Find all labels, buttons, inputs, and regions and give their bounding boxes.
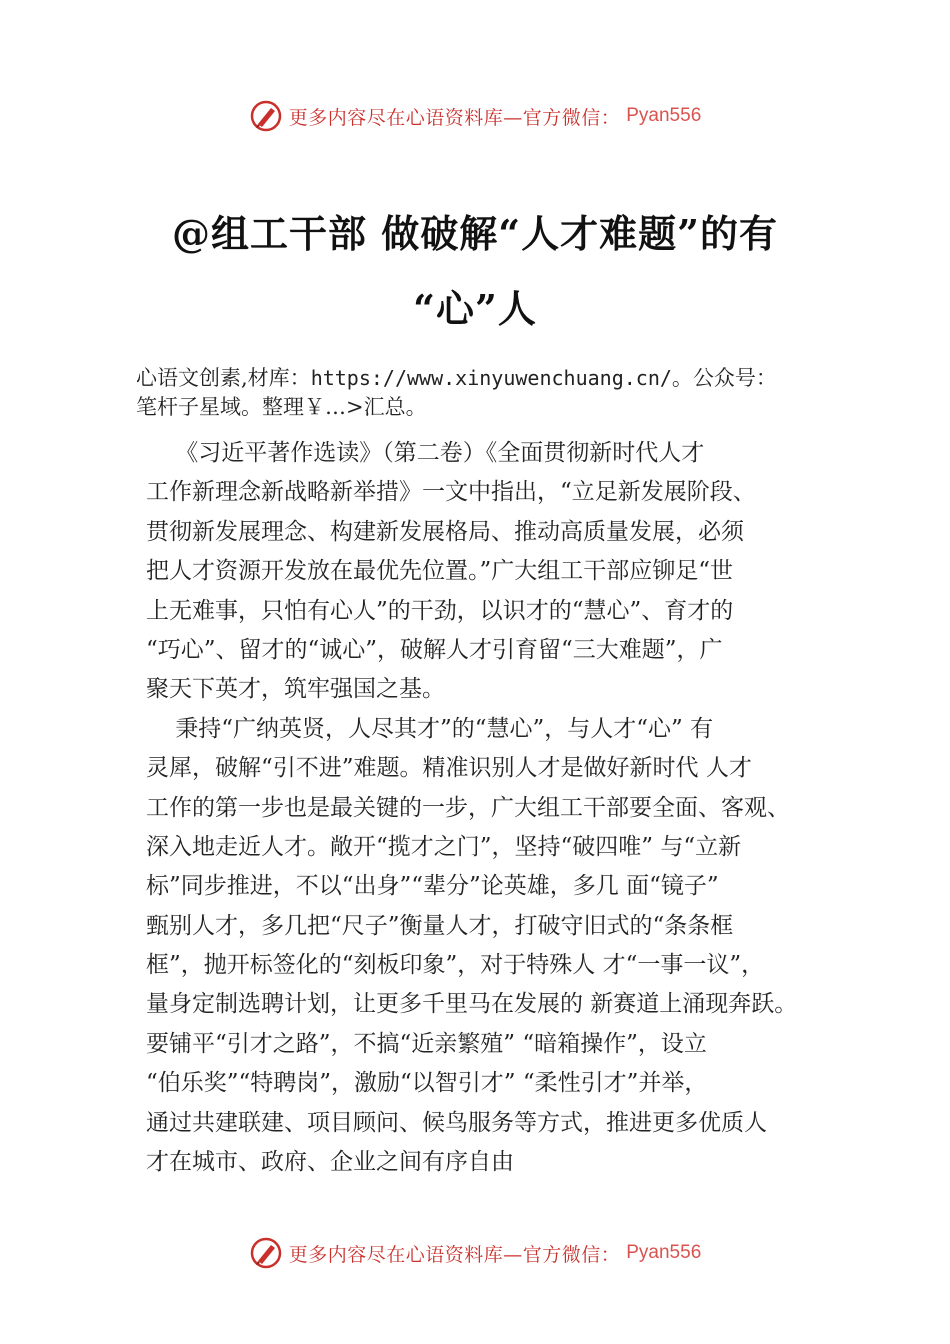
article-title-line-1: @组工干部 做破解“人才难题”的有 [172, 211, 778, 256]
body-line: 灵犀，破解“引不进”难题。精准识别人才是做好新时代 人才 [146, 755, 752, 782]
source-note [136, 364, 856, 422]
watermark-text: 更多内容尽在心语资料库—官方微信： [288, 106, 621, 129]
body-line: 要铺平“引才之路”，不搞“近亲繁殖” “暗箱操作”，设立 [146, 1030, 707, 1057]
watermark-wechat-id: Pyan556 [626, 105, 702, 126]
article-title-line-2: “心”人 [413, 286, 537, 331]
body-line: 秉持“广纳英贤，人尽其才”的“慧心”，与人才“心” 有 [146, 715, 714, 742]
body-line: 标”同步推进，不以“出身”“辈分”论英雄，多几 面“镜子” [146, 873, 719, 900]
pen-logo-icon [249, 99, 283, 133]
source-url[interactable]: https://www.xinyuwenchuang.cn/ [310, 366, 672, 390]
watermark-banner-bottom [0, 1233, 950, 1273]
watermark-text: 更多内容尽在心语资料库—官方微信： [288, 1243, 621, 1266]
body-line: 通过共建联建、项目顾问、候鸟服务等方式，推进更多优质人 [146, 1109, 767, 1136]
source-prefix: 心语文创素,材库： [136, 366, 311, 390]
watermark-wechat-id: Pyan556 [626, 1242, 702, 1263]
body-line: 才在城市、政府、企业之间有序自由 [146, 1149, 514, 1176]
body-line: 工作的第一步也是最关键的一步，广大组工干部要全面、客观、 [146, 794, 790, 821]
source-line-1 [136, 364, 856, 393]
source-suffix: 。公众号： [671, 366, 777, 390]
body-line: 贯彻新发展理念、构建新发展格局、推动高质量发展，必须 [146, 518, 744, 545]
body-line: 把人才资源开发放在最优先位置。”广大组工干部应铆足“世 [146, 558, 734, 585]
body-line: 聚天下英才，筑牢强国之基。 [146, 676, 445, 703]
body-line: 深入地走近人才。敞开“揽才之门”，坚持“破四唯” 与“立新 [146, 833, 742, 860]
body-line: 工作新理念新战略新举措》一文中指出，“立足新发展阶段、 [146, 479, 756, 506]
body-line: 量身定制选聘计划，让更多千里马在发展的 新赛道上涌现奔跃。 [146, 991, 798, 1018]
body-line: “巧心”、留才的“诚心”，破解人才引育留“三大难题”，广 [146, 636, 723, 663]
body-line: 上无难事，只怕有心人”的干劲，以识才的“慧心”、育才的 [146, 597, 734, 624]
article-body [146, 434, 846, 1182]
body-line: 框”，抛开标签化的“刻板印象”，对于特殊人 才“一事一议”， [146, 952, 765, 979]
body-line: 甄别人才，多几把“尺子”衡量人才，打破守旧式的“条条框 [146, 912, 734, 939]
body-line: “伯乐奖”“特聘岗”，激励“以智引才” “柔性引才”并举， [146, 1070, 708, 1097]
body-line: 《习近平著作选读》（第二卷）《全面贯彻新时代人才 [146, 440, 705, 466]
source-line-2: 笔杆子星域。整理￥…>汇总。 [136, 395, 427, 419]
pen-logo-icon [249, 1236, 283, 1270]
watermark-banner-top [0, 96, 950, 136]
